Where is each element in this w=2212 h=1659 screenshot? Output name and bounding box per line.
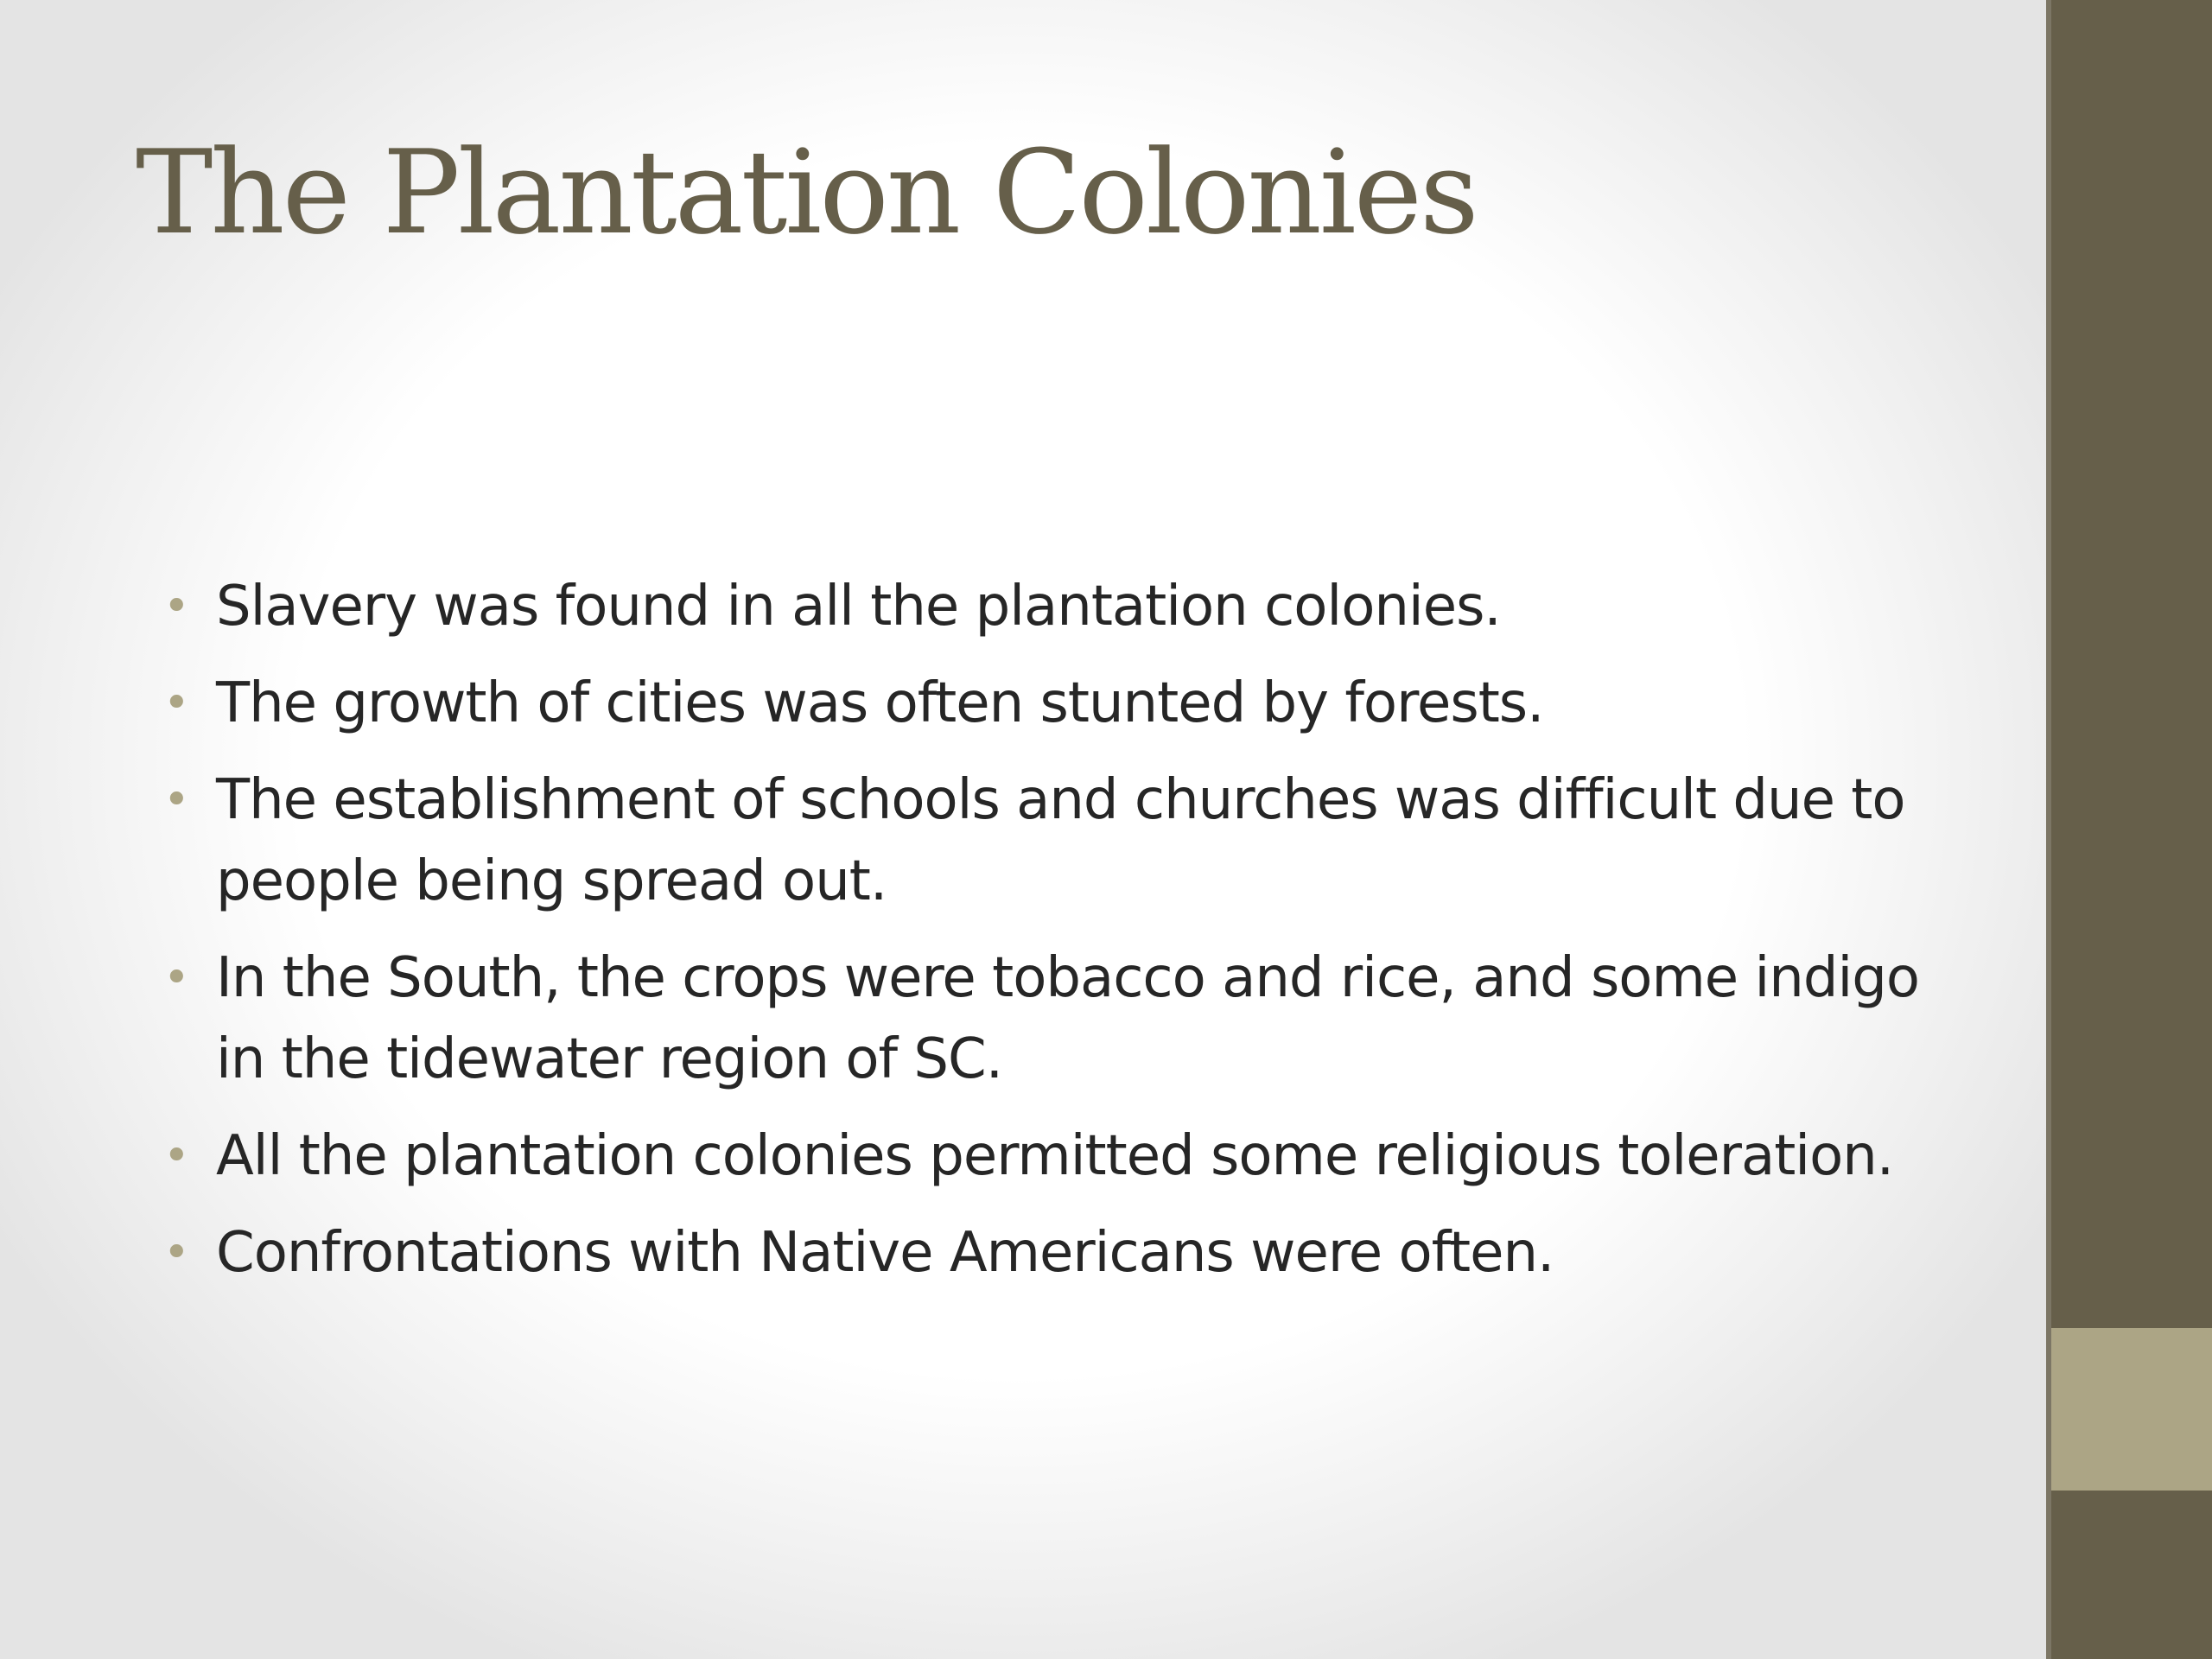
bullet-marker-icon: • (163, 774, 189, 826)
bullet-marker-icon: • (163, 581, 189, 632)
bullet-text: The growth of cities was often stunted by forests. (216, 671, 1544, 735)
bullet-text: The establishment of schools and churches was difficult due to people being spread out. (216, 768, 1905, 913)
bullet-marker-icon: • (163, 1227, 189, 1279)
bullet-text: In the South, the crops were tobacco and rice, and some indigo in the tidewater region of SC. (216, 946, 1920, 1091)
bullet-item (160, 1116, 1957, 1197)
bullet-item (160, 566, 1957, 647)
bullet-item (160, 760, 1957, 922)
side-decor-accent-block (2051, 1328, 2212, 1491)
bullet-text: Slavery was found in all the plantation colonies. (216, 575, 1501, 639)
bullet-text: All the plantation colonies permitted some religious toleration. (216, 1124, 1894, 1188)
bullet-marker-icon: • (163, 677, 189, 729)
bullet-item (160, 938, 1957, 1100)
bullet-list (160, 566, 1957, 1309)
bullet-marker-icon: • (163, 1130, 189, 1182)
bullet-item (160, 663, 1957, 744)
bullet-marker-icon: • (163, 952, 189, 1004)
bullet-text: Confrontations with Native Americans were often. (216, 1221, 1554, 1285)
slide-title: The Plantation Colonies (136, 125, 1477, 260)
bullet-item (160, 1212, 1957, 1294)
